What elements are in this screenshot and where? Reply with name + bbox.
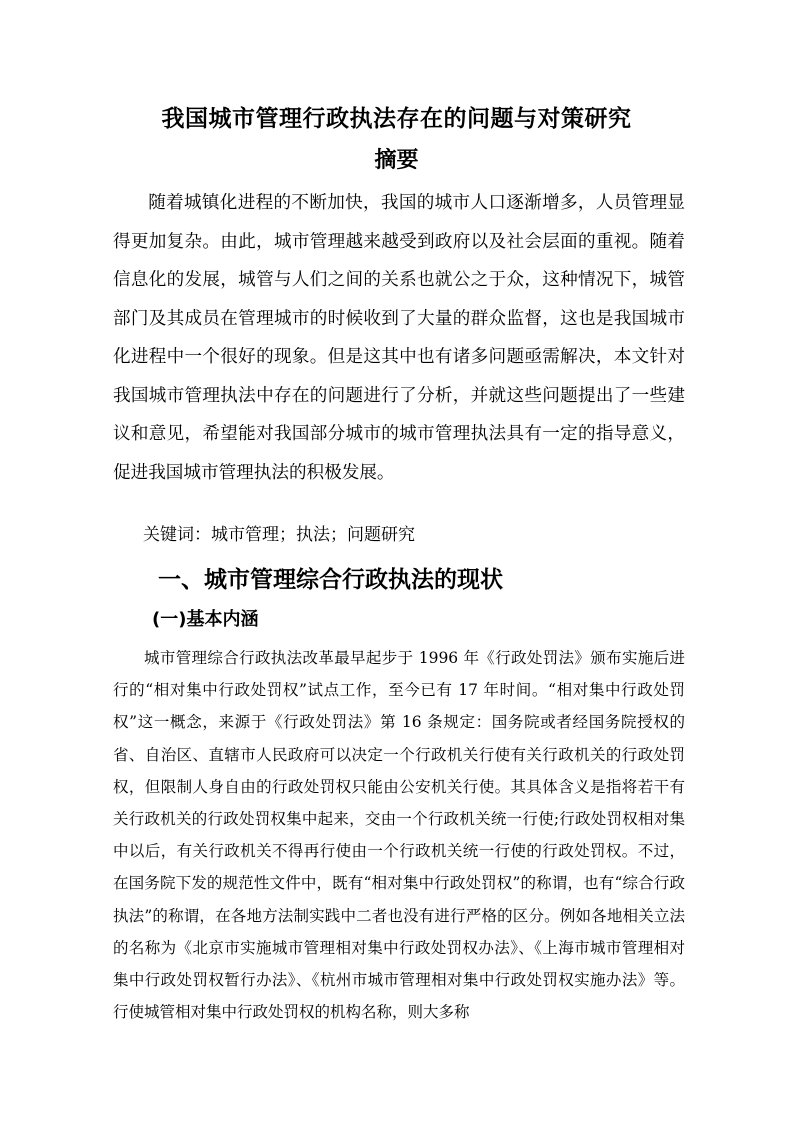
body-paragraph: 城市管理综合行政执法改革最早起步于 1996 年《行政处罚法》颁布实施后进行的“相对集中行政处罚权”试点工作，至今已有 17 年时间。“相对集中行政处罚权”这一概念，来源于《行政处罚法》第 16 条规定：国务院或者经国务院授权的省、自治区、直辖市人民政府可以决定一个行政机关行使有关行政机关的行政处罚权，但限制人身自由的行政处罚权只能由公安机关行使。其具体含义是指将若干有关行政机关的行政处罚权集中起来，交由一个行政机关统一行使;行政处罚权相对集中以后，有关行政机关不得再行使由一个行政机关统一行使的行政处罚权。不过，在国务院下发的规范性文件中，既有“相对集中行政处罚权”的称谓，也有“综合行政执法”的称谓，在各地方法制实践中二者也没有进行严格的区分。例如各地相关立法的名称为《北京市实施城市管理相对集中行政处罚权办法》、《上海市城市管理相对集中行政处罚权暂行办法》、《杭州市城市管理相对集中行政处罚权实施办法》等。行使城管相对集中行政处罚权的机构名称，则大多称 bbox=[113, 649, 685, 1022]
keywords-line: 关键词：城市管理；执法；问题研究 bbox=[143, 525, 415, 545]
subsection-heading: (一)基本内涵 bbox=[152, 609, 259, 630]
section-heading: 一、城市管理综合行政执法的现状 bbox=[158, 567, 503, 593]
abstract-heading: 摘要 bbox=[374, 148, 419, 173]
document-title: 我国城市管理行政执法存在的问题与对策研究 bbox=[161, 106, 632, 132]
abstract-paragraph: 随着城镇化进程的不断加快，我国的城市人口逐渐增多，人员管理显得更加复杂。由此，城市管理越来越受到政府以及社会层面的重视。随着信息化的发展，城管与人们之间的关系也就公之于众，这种情况下，城管部门及其成员在管理城市的时候收到了大量的群众监督，这也是我国城市化进程中一个很好的现象。但是这其中也有诸多问题亟需解决，本文针对我国城市管理执法中存在的问题进行了分析，并就这些问题提出了一些建议和意见，希望能对我国部分城市的城市管理执法具有一定的指导意义，促进我国城市管理执法的积极发展。 bbox=[113, 193, 685, 483]
